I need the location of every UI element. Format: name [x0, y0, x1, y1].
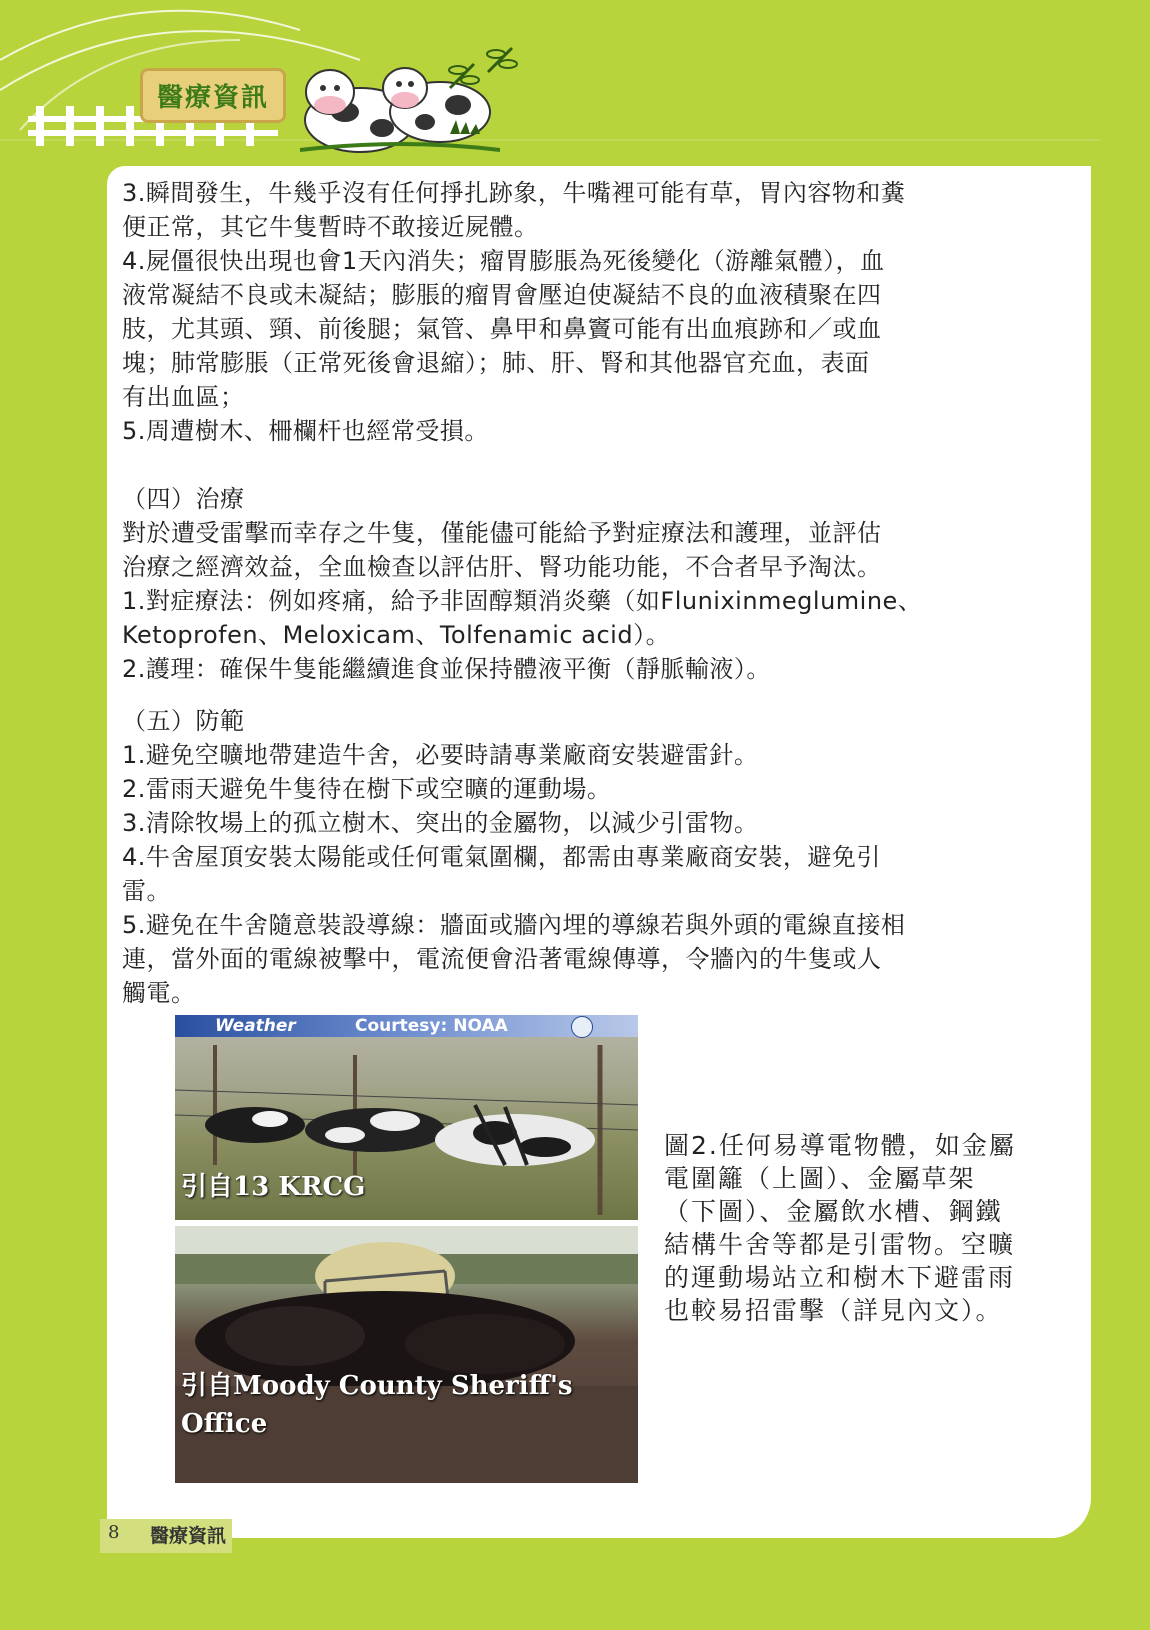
hay-feeder-photo-illustration: [175, 1226, 638, 1483]
weather-logo-text: Weather: [215, 1016, 296, 1036]
body-line: 對於遭受雷擊而幸存之牛隻，僅能儘可能給予對症療法和護理，並評估: [122, 519, 882, 547]
courtesy-text: Courtesy: NOAA: [355, 1016, 508, 1036]
photo-cows-hay-feeder: [175, 1226, 638, 1483]
caption-line: 結構牛舍等都是引雷物。空曠: [664, 1230, 1016, 1259]
grass-icon: [448, 118, 482, 136]
body-line: 觸電。: [122, 979, 196, 1007]
header-banner: [0, 0, 1150, 170]
caption-line: 也較易招雷擊（詳見內文）。: [664, 1296, 1003, 1325]
body-line: 雷。: [122, 877, 171, 905]
body-line: 1.避免空曠地帶建造牛舍，必要時請專業廠商安裝避雷針。: [122, 741, 759, 769]
section-title-badge: 醫療資訊: [140, 68, 286, 123]
body-line: 5.周遭樹木、柵欄杆也經常受損。: [122, 417, 489, 445]
body-line: 液常凝結不良或未凝結；膨脹的瘤胃會壓迫使凝結不良的血液積聚在四: [122, 281, 882, 309]
dragonfly-icon: [478, 40, 524, 80]
body-line: 5.避免在牛舍隨意裝設導線：牆面或牆內埋的導線若與外頭的電線直接相: [122, 911, 906, 939]
caption-line: 的運動場站立和樹木下避雷雨: [664, 1263, 1016, 1292]
body-line: 連，當外面的電線被擊中，電流便會沿著電線傳導，令牆內的牛隻或人: [122, 945, 882, 973]
caption-line: 電圍籬（上圖）、金屬草架: [664, 1164, 976, 1193]
body-line: 塊；肺常膨脹（正常死後會退縮）；肺、肝、腎和其他器官充血，表面: [122, 349, 870, 377]
paragraph-gap: [122, 686, 1082, 704]
photo-credit: 引自13 KRCG: [181, 1172, 366, 1202]
body-line: 有出血區；: [122, 383, 245, 411]
body-line: 4.牛舍屋頂安裝太陽能或任何電氣圍欄，都需由專業廠商安裝，避免引: [122, 843, 881, 871]
figure-caption: [664, 1129, 1074, 1327]
weather-banner: [175, 1015, 638, 1037]
page-number: 8: [108, 1522, 120, 1543]
photo-credit: Office: [181, 1409, 268, 1439]
body-line: 便正常，其它牛隻暫時不敢接近屍體。: [122, 213, 539, 241]
body-line: 4.屍僵很快出現也會1天內消失；瘤胃膨脹為死後變化（游離氣體），血: [122, 247, 885, 275]
paragraph-gap: [122, 448, 1082, 482]
section-heading: （四）治療: [122, 485, 245, 513]
article-body: [122, 176, 1082, 1010]
noaa-logo-icon: [571, 1016, 593, 1038]
caption-line: 圖2.任何易導電物體，如金屬: [664, 1131, 1016, 1160]
body-line: Ketoprofen、Meloxicam、Tolfenamic acid）。: [122, 621, 671, 649]
body-line: 3.瞬間發生，牛幾乎沒有任何掙扎跡象，牛嘴裡可能有草，胃內容物和糞: [122, 179, 906, 207]
body-line: 3.清除牧場上的孤立樹木、突出的金屬物，以減少引雷物。: [122, 809, 759, 837]
caption-line: （下圖）、金屬飲水槽、鋼鐵: [664, 1197, 1003, 1226]
body-line: 2.護理：確保牛隻能繼續進食並保持體液平衡（靜脈輸液）。: [122, 655, 771, 683]
photo-credit: 引自Moody County Sheriff's: [181, 1371, 573, 1401]
body-line: 1.對症療法：例如疼痛，給予非固醇類消炎藥（如Flunixinmeglumine、: [122, 587, 923, 615]
body-line: 肢，尤其頭、頸、前後腿；氣管、鼻甲和鼻竇可能有出血痕跡和／或血: [122, 315, 882, 343]
section-heading: （五）防範: [122, 707, 245, 735]
body-line: 治療之經濟效益，全血檢查以評估肝、腎功能功能，不合者早予淘汰。: [122, 553, 882, 581]
footer-title: 醫療資訊: [150, 1525, 227, 1547]
body-line: 2.雷雨天避免牛隻待在樹下或空曠的運動場。: [122, 775, 612, 803]
photo-cows-electric-fence: [175, 1015, 638, 1220]
